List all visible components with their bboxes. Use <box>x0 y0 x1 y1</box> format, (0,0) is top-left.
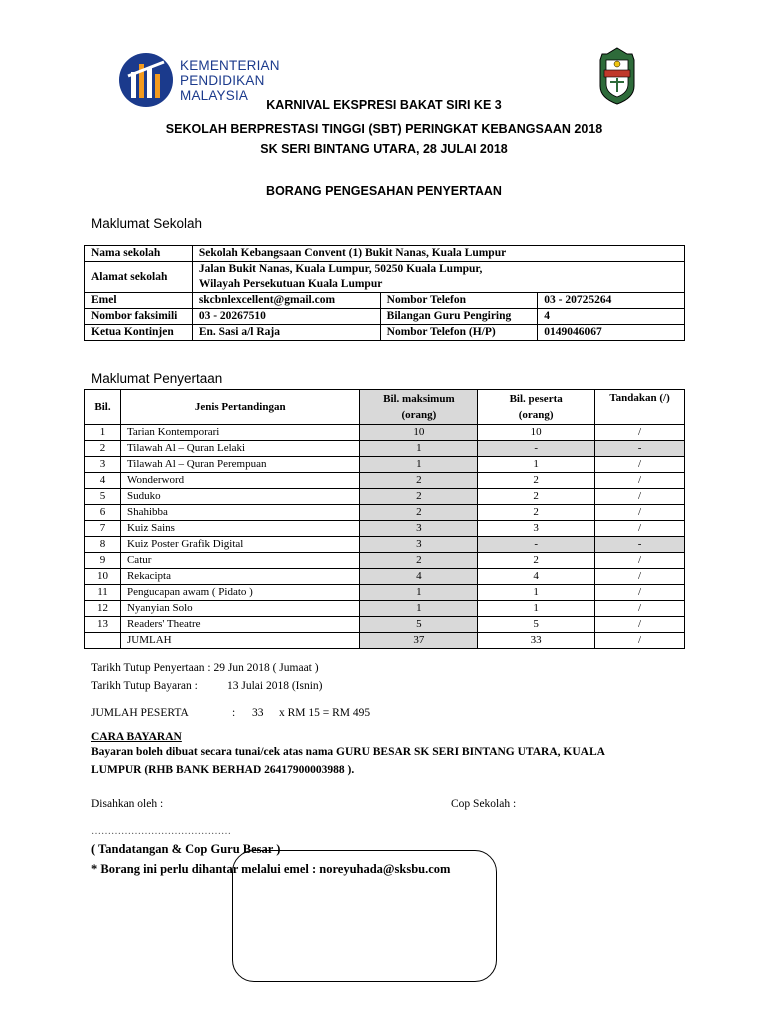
school-fax-row <box>85 309 685 325</box>
mobile-value: 0149046067 <box>538 325 685 341</box>
entry-row <box>85 489 685 505</box>
school-info-heading: Maklumat Sekolah <box>91 216 203 231</box>
entry-no: 1 <box>85 425 121 441</box>
entry-row <box>85 569 685 585</box>
entry-participants: 4 <box>478 569 595 585</box>
email-label: Emel <box>85 293 193 309</box>
entry-no: 2 <box>85 441 121 457</box>
teachers-value: 4 <box>538 309 685 325</box>
col-mark: Tandakan (/) <box>595 390 685 425</box>
school-name-row <box>85 246 685 262</box>
fee-colon: : <box>232 707 236 719</box>
entry-row <box>85 585 685 601</box>
entry-mark: / <box>595 489 685 505</box>
entry-mark: / <box>595 585 685 601</box>
school-address-value <box>192 262 684 293</box>
col-participants: Bil. peserta (orang) <box>478 390 595 425</box>
mobile-label: Nombor Telefon (H/P) <box>380 325 538 341</box>
entry-participants: 2 <box>478 489 595 505</box>
entry-max: 1 <box>360 585 478 601</box>
entry-row <box>85 521 685 537</box>
entry-event: Shahibba <box>120 505 359 521</box>
entry-participants: 2 <box>478 553 595 569</box>
ministry-name: KEMENTERIAN PENDIDIKAN MALAYSIA <box>180 58 280 103</box>
entry-no: 11 <box>85 585 121 601</box>
school-address-line-2: Wilayah Persekutuan Kuala Lumpur <box>198 278 383 290</box>
total-label: JUMLAH <box>120 633 359 649</box>
entry-participants: - <box>478 537 595 553</box>
entries-body <box>85 425 685 633</box>
entry-event: Tarian Kontemporari <box>120 425 359 441</box>
signature-caption: ( Tandatangan & Cop Guru Besar ) <box>91 842 281 856</box>
entry-participants: 1 <box>478 601 595 617</box>
fax-label: Nombor faksimili <box>85 309 193 325</box>
entry-event: Wonderword <box>120 473 359 489</box>
payment-line-1: Bayaran boleh dibuat secara tunai/cek atas nama GURU BESAR SK SERI BINTANG UTARA, KUALA <box>91 746 605 758</box>
entry-event: Catur <box>120 553 359 569</box>
payment-heading: CARA BAYARAN <box>91 731 182 743</box>
school-address-line-1: Jalan Bukit Nanas, Kuala Lumpur, 50250 Kuala Lumpur, <box>198 263 483 275</box>
form-title: BORANG PENGESAHAN PENYERTAAN <box>266 184 502 198</box>
entries-total-row <box>85 633 685 649</box>
entry-max: 2 <box>360 553 478 569</box>
school-name-value: Sekolah Kebangsaan Convent (1) Bukit Nanas, Kuala Lumpur <box>192 246 684 262</box>
confirmed-by-label: Disahkan oleh : <box>91 798 164 810</box>
stamp-box <box>232 850 497 982</box>
school-stamp-label: Cop Sekolah : <box>451 798 517 810</box>
entry-row <box>85 425 685 441</box>
entry-event: Readers' Theatre <box>120 617 359 633</box>
entry-row <box>85 617 685 633</box>
total-mark: / <box>595 633 685 649</box>
email-submission-note: * Borang ini perlu dihantar melalui emel : noreyuhada@sksbu.com <box>91 862 451 876</box>
col-event: Jenis Pertandingan <box>120 390 359 425</box>
entry-no: 5 <box>85 489 121 505</box>
school-info-table <box>84 245 685 341</box>
entry-max: 1 <box>360 441 478 457</box>
entry-max: 3 <box>360 521 478 537</box>
entry-no: 6 <box>85 505 121 521</box>
entry-mark: - <box>595 537 685 553</box>
entry-row <box>85 537 685 553</box>
school-email-row <box>85 293 685 309</box>
entry-no: 10 <box>85 569 121 585</box>
school-address-label: Alamat sekolah <box>85 262 193 293</box>
school-leader-row <box>85 325 685 341</box>
entry-row <box>85 553 685 569</box>
entry-max: 2 <box>360 505 478 521</box>
payment-deadline-value: 13 Julai 2018 (Isnin) <box>227 680 323 692</box>
entry-row <box>85 457 685 473</box>
entry-mark: / <box>595 473 685 489</box>
entry-max: 10 <box>360 425 478 441</box>
entry-event: Nyanyian Solo <box>120 601 359 617</box>
payment-deadline-label: Tarikh Tutup Bayaran : <box>91 680 198 692</box>
entry-no: 8 <box>85 537 121 553</box>
entry-participants: 2 <box>478 505 595 521</box>
entry-participants: - <box>478 441 595 457</box>
entries-heading: Maklumat Penyertaan <box>91 371 223 386</box>
entry-no: 13 <box>85 617 121 633</box>
entries-table <box>84 389 685 649</box>
entry-participants: 2 <box>478 473 595 489</box>
col-max: Bil. maksimum (orang) <box>360 390 478 425</box>
entry-event: Tilawah Al – Quran Perempuan <box>120 457 359 473</box>
col-no: Bil. <box>85 390 121 425</box>
phone-value: 03 - 20725264 <box>538 293 685 309</box>
entry-mark: / <box>595 553 685 569</box>
entry-mark: / <box>595 521 685 537</box>
entries-header-row <box>85 390 685 425</box>
entry-max: 2 <box>360 489 478 505</box>
event-subtitle-1: SEKOLAH BERPRESTASI TINGGI (SBT) PERINGKAT KEBANGSAAN 2018 <box>165 122 603 136</box>
leader-value: En. Sasi a/l Raja <box>192 325 380 341</box>
fee-label: JUMLAH PESERTA <box>91 707 189 719</box>
entry-max: 3 <box>360 537 478 553</box>
entry-mark: / <box>595 601 685 617</box>
entry-row <box>85 505 685 521</box>
entry-mark: / <box>595 505 685 521</box>
total-max: 37 <box>360 633 478 649</box>
entry-event: Rekacipta <box>120 569 359 585</box>
school-address-row <box>85 262 685 293</box>
entry-row <box>85 473 685 489</box>
entry-mark: / <box>595 569 685 585</box>
entry-max: 5 <box>360 617 478 633</box>
entry-participants: 1 <box>478 585 595 601</box>
signature-line: …………………………………… <box>91 826 231 837</box>
entry-no: 12 <box>85 601 121 617</box>
leader-label: Ketua Kontinjen <box>85 325 193 341</box>
entry-event: Kuiz Poster Grafik Digital <box>120 537 359 553</box>
event-title: KARNIVAL EKSPRESI BAKAT SIRI KE 3 <box>266 98 502 112</box>
entry-deadline: Tarikh Tutup Penyertaan : 29 Jun 2018 ( Jumaat ) <box>91 662 319 674</box>
entry-max: 2 <box>360 473 478 489</box>
entry-participants: 3 <box>478 521 595 537</box>
entry-event: Suduko <box>120 489 359 505</box>
fax-value: 03 - 20267510 <box>192 309 380 325</box>
entry-no: 9 <box>85 553 121 569</box>
entry-event: Pengucapan awam ( Pidato ) <box>120 585 359 601</box>
entry-mark: / <box>595 425 685 441</box>
entry-participants: 5 <box>478 617 595 633</box>
fee-count: 33 <box>252 707 264 719</box>
entry-row <box>85 601 685 617</box>
entry-participants: 10 <box>478 425 595 441</box>
entry-max: 1 <box>360 601 478 617</box>
email-value: skcbnlexcellent@gmail.com <box>192 293 380 309</box>
entry-row <box>85 441 685 457</box>
entry-max: 4 <box>360 569 478 585</box>
total-participants: 33 <box>478 633 595 649</box>
entry-mark: - <box>595 441 685 457</box>
event-subtitle-2: SK SERI BINTANG UTARA, 28 JULAI 2018 <box>260 142 508 156</box>
entry-mark: / <box>595 617 685 633</box>
payment-line-2: LUMPUR (RHB BANK BERHAD 26417900003988 ). <box>91 764 355 776</box>
entry-mark: / <box>595 457 685 473</box>
entry-no: 4 <box>85 473 121 489</box>
teachers-label: Bilangan Guru Pengiring <box>380 309 538 325</box>
entry-participants: 1 <box>478 457 595 473</box>
fee-calculation: x RM 15 = RM 495 <box>279 707 371 719</box>
entry-event: Kuiz Sains <box>120 521 359 537</box>
entry-no: 7 <box>85 521 121 537</box>
entry-max: 1 <box>360 457 478 473</box>
entry-event: Tilawah Al – Quran Lelaki <box>120 441 359 457</box>
phone-label: Nombor Telefon <box>380 293 538 309</box>
entry-no: 3 <box>85 457 121 473</box>
school-name-label: Nama sekolah <box>85 246 193 262</box>
school-crest-icon <box>596 46 638 106</box>
